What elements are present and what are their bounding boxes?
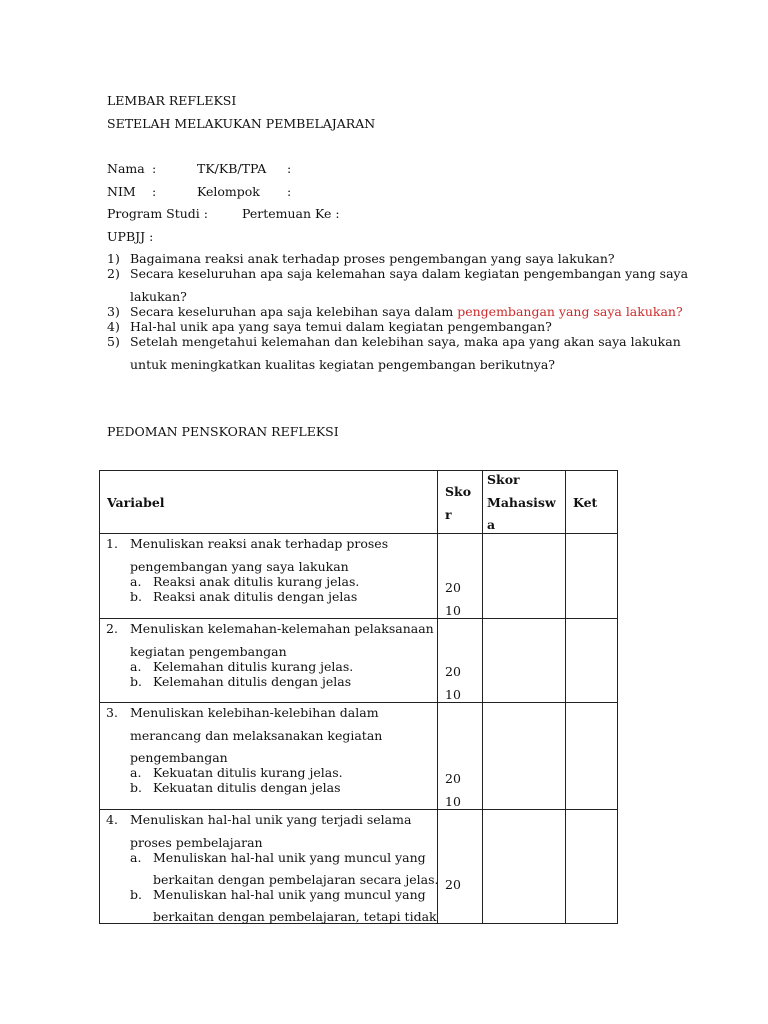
question-2-text-cont: lakukan? — [130, 289, 187, 304]
document-subtitle: SETELAH MELAKUKAN PEMBELAJARAN — [107, 116, 376, 131]
row-3-item-b-key: b. — [130, 780, 142, 795]
question-5-text: Setelah mengetahui kelemahan dan kelebihan saya, maka apa yang akan saya lakukan — [130, 334, 681, 349]
row-4-skor — [438, 810, 483, 924]
upbjj-label: UPBJJ : — [107, 229, 154, 244]
row-2-item-b-key: b. — [130, 674, 142, 689]
row-1-variabel — [100, 534, 438, 619]
nama-label: Nama — [107, 161, 145, 176]
row-2-score-a: 20 — [445, 664, 461, 679]
row-1-title — [130, 536, 430, 551]
row-1-item-a-key: a. — [130, 574, 142, 589]
header-mhs-l2: Mahasisw — [487, 495, 556, 510]
row-2-score-b: 10 — [445, 687, 461, 702]
question-5-text-cont: untuk meningkatkan kualitas kegiatan pengembangan berikutnya? — [130, 357, 556, 372]
table-row — [100, 619, 618, 703]
row-4-item-a: Menuliskan hal-hal unik yang muncul yang — [153, 850, 426, 865]
row-1-number: 1. — [106, 536, 118, 551]
row-1-score-a: 20 — [445, 580, 461, 595]
row-3-title-cont2: pengembangan — [130, 750, 228, 765]
row-3-title: Menuliskan kelebihan-kelebihan dalam — [130, 705, 379, 720]
row-1-item-b-key: b. — [130, 589, 142, 604]
row-2-item-a-key: a. — [130, 659, 142, 674]
nama-colon: : — [152, 161, 157, 176]
nim-label: NIM — [107, 184, 136, 199]
row-4-title: Menuliskan hal-hal unik yang terjadi selama — [130, 812, 412, 827]
row-3-ket[interactable] — [566, 703, 618, 810]
row-2-title-cont: kegiatan pengembangan — [130, 644, 287, 659]
row-2-item-a: Kelemahan ditulis kurang jelas. — [153, 659, 354, 674]
header-ket-label: Ket — [573, 494, 598, 510]
row-2-skor-mahasiswa[interactable] — [483, 619, 566, 703]
kelompok-colon: : — [287, 184, 292, 199]
header-skor — [438, 471, 483, 534]
document-title: LEMBAR REFLEKSI — [107, 93, 237, 108]
row-4-item-a-cont: berkaitan dengan pembelajaran secara jelas. — [153, 872, 439, 887]
row-4-ket[interactable] — [566, 810, 618, 924]
header-skor-l1: Sko — [445, 484, 472, 499]
row-2-number: 2. — [106, 621, 118, 636]
row-1-skor — [438, 534, 483, 619]
row-3-number: 3. — [106, 705, 118, 720]
header-mhs-l3: a — [487, 517, 496, 532]
header-ket — [566, 471, 618, 534]
row-3-skor-mahasiswa[interactable] — [483, 703, 566, 810]
row-1-title-text: Menuliskan reaksi anak terhadap proses — [130, 536, 389, 551]
question-3-text-plain: Secara keseluruhan apa saja kelebihan saya dalam — [130, 304, 458, 319]
question-3-text-highlight: pengembangan yang saya lakukan? — [457, 304, 683, 319]
row-1-ket[interactable] — [566, 534, 618, 619]
row-2-item-b: Kelemahan ditulis dengan jelas — [153, 674, 352, 689]
row-4-title-cont: proses pembelajaran — [130, 835, 263, 850]
header-variabel — [100, 471, 438, 534]
table-row — [100, 703, 618, 810]
header-skor-mahasiswa — [483, 471, 566, 534]
question-3-number: 3) — [107, 304, 120, 319]
row-1-title-cont: pengembangan yang saya lakukan — [130, 559, 349, 574]
tk-label: TK/KB/TPA — [197, 161, 267, 176]
row-2-title: Menuliskan kelemahan-kelemahan pelaksanaan — [130, 621, 434, 636]
row-3-skor — [438, 703, 483, 810]
question-4-number: 4) — [107, 319, 120, 334]
row-3-score-b: 10 — [445, 794, 461, 809]
row-2-variabel — [100, 619, 438, 703]
row-4-item-b-cont: berkaitan dengan pembelajaran, tetapi tidak — [153, 909, 437, 924]
table-row — [100, 810, 618, 924]
row-4-variabel — [100, 810, 438, 924]
row-1-skor-mahasiswa[interactable] — [483, 534, 566, 619]
row-3-item-b: Kekuatan ditulis dengan jelas — [153, 780, 341, 795]
row-4-item-a-key: a. — [130, 850, 142, 865]
nim-colon: : — [152, 184, 157, 199]
row-2-ket[interactable] — [566, 619, 618, 703]
row-2-skor — [438, 619, 483, 703]
row-1-score-b: 10 — [445, 603, 461, 618]
question-1-text: Bagaimana reaksi anak terhadap proses pengembangan yang saya lakukan? — [130, 251, 615, 266]
pertemuan-label: Pertemuan Ke : — [242, 206, 340, 221]
header-mhs-l1: Skor — [487, 472, 520, 487]
row-1-item-b: Reaksi anak ditulis dengan jelas — [153, 589, 358, 604]
scoring-table — [99, 470, 618, 924]
question-4-text: Hal-hal unik apa yang saya temui dalam kegiatan pengembangan? — [130, 319, 552, 334]
row-1-item-a: Reaksi anak ditulis kurang jelas. — [153, 574, 360, 589]
header-skor-l2: r — [445, 507, 452, 522]
prodi-label: Program Studi : — [107, 206, 208, 221]
row-4-item-b: Menuliskan hal-hal unik yang muncul yang — [153, 887, 426, 902]
header-variabel-label: Variabel — [107, 494, 165, 510]
row-3-score-a: 20 — [445, 771, 461, 786]
table-row — [100, 534, 618, 619]
question-3-text — [130, 304, 683, 319]
table-header-row — [100, 471, 618, 534]
row-3-title-cont: merancang dan melaksanakan kegiatan — [130, 728, 383, 743]
section-title: PEDOMAN PENSKORAN REFLEKSI — [107, 424, 339, 439]
row-4-number: 4. — [106, 812, 118, 827]
row-3-item-a: Kekuatan ditulis kurang jelas. — [153, 765, 343, 780]
kelompok-label: Kelompok — [197, 184, 260, 199]
question-2-text: Secara keseluruhan apa saja kelemahan saya dalam kegiatan pengembangan yang saya — [130, 266, 689, 281]
question-2-number: 2) — [107, 266, 120, 281]
row-3-variabel — [100, 703, 438, 810]
question-5-number: 5) — [107, 334, 120, 349]
row-3-item-a-key: a. — [130, 765, 142, 780]
row-4-item-b-key: b. — [130, 887, 142, 902]
row-4-skor-mahasiswa[interactable] — [483, 810, 566, 924]
question-1-number: 1) — [107, 251, 120, 266]
tk-colon: : — [287, 161, 292, 176]
row-4-score-a: 20 — [445, 877, 461, 892]
